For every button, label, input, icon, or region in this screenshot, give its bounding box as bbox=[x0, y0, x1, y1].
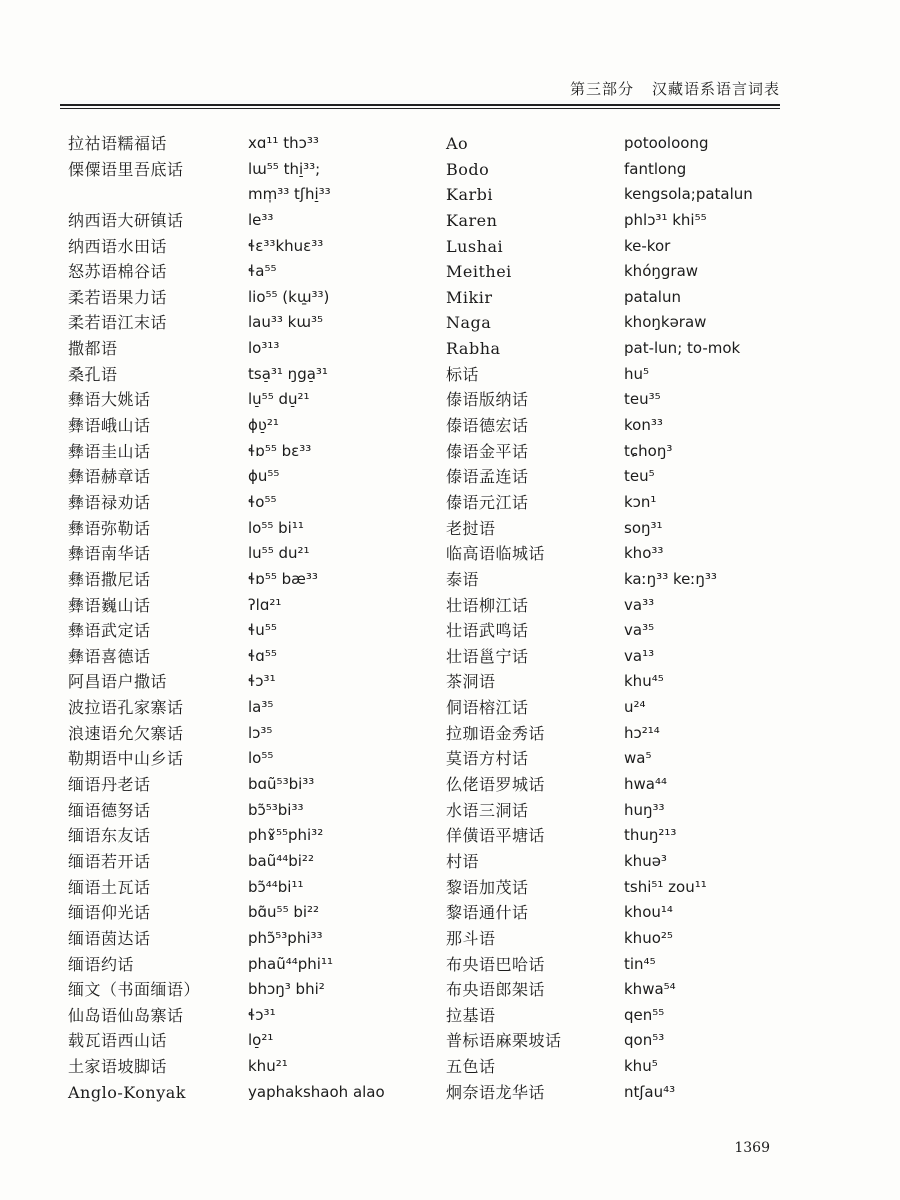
dialect-name: Lushai bbox=[446, 236, 504, 256]
dialect-name: 水语三洞话 bbox=[446, 800, 529, 820]
table-row bbox=[68, 234, 808, 260]
dialect-name: 那斗语 bbox=[446, 928, 496, 948]
transcription: ɬɔ³¹ bbox=[248, 1005, 276, 1024]
transcription: huŋ³³ bbox=[624, 800, 665, 819]
transcription: ɸu⁵⁵ bbox=[248, 467, 280, 486]
transcription: khu²¹ bbox=[248, 1057, 288, 1076]
dialect-name: 缅语土瓦话 bbox=[68, 877, 151, 897]
transcription: ɸʋ̠²¹ bbox=[248, 416, 279, 435]
transcription: lo⁵⁵ bi¹¹ bbox=[248, 518, 304, 537]
transcription: lu⁵⁵ du²¹ bbox=[248, 544, 310, 563]
transcription: la³⁵ bbox=[248, 698, 274, 717]
transcription: phlɔ³¹ khi⁵⁵ bbox=[624, 210, 707, 229]
table-row bbox=[68, 131, 808, 157]
dialect-name: Karen bbox=[446, 210, 498, 230]
dialect-name: 彝语武定话 bbox=[68, 621, 151, 641]
table-row bbox=[68, 849, 808, 875]
transcription: ɬo⁵⁵ bbox=[248, 492, 277, 511]
table-row bbox=[68, 669, 808, 695]
dialect-name: Ao bbox=[446, 134, 469, 153]
transcription: le³³ bbox=[248, 210, 274, 229]
table-row bbox=[68, 952, 808, 978]
dialect-name: 拉基语 bbox=[446, 1005, 496, 1025]
transcription: soŋ³¹ bbox=[624, 518, 663, 537]
dialect-name: 怒苏语棉谷话 bbox=[68, 262, 168, 282]
transcription: mm̩³³ tʃhi̠³³ bbox=[248, 185, 331, 204]
dialect-name: Anglo-Konyak bbox=[68, 1082, 186, 1102]
table-row bbox=[68, 1080, 808, 1106]
dialect-name: Karbi bbox=[446, 185, 493, 205]
dialect-name: 缅语仰光话 bbox=[68, 903, 151, 923]
dialect-name: 傣语孟连话 bbox=[446, 467, 529, 487]
table-row bbox=[68, 310, 808, 336]
dialect-name: 彝语撒尼话 bbox=[68, 569, 151, 589]
dialect-name: Meithei bbox=[446, 262, 512, 282]
dialect-name: 彝语弥勒话 bbox=[68, 518, 151, 538]
transcription: teu³⁵ bbox=[624, 390, 661, 409]
table-row bbox=[68, 721, 808, 747]
dialect-name: 拉祜语糯福话 bbox=[68, 134, 168, 153]
transcription: bɑũ⁵³bi³³ bbox=[248, 775, 315, 794]
table-row bbox=[68, 977, 808, 1003]
dialect-name: 侗语榕江话 bbox=[446, 698, 529, 718]
transcription: baũ⁴⁴bi²² bbox=[248, 851, 314, 870]
dialect-name: 彝语巍山话 bbox=[68, 595, 151, 615]
dialect-name: 村语 bbox=[446, 851, 480, 871]
transcription: wa⁵ bbox=[624, 749, 652, 768]
transcription: tin⁴⁵ bbox=[624, 954, 656, 973]
transcription: lo⁵⁵ bbox=[248, 749, 274, 768]
dialect-name: 布央语郎架话 bbox=[446, 980, 546, 1000]
transcription: tɕhoŋ³ bbox=[624, 441, 673, 460]
transcription: phɔ̃⁵³phi³³ bbox=[248, 928, 323, 947]
table-row bbox=[68, 823, 808, 849]
table-row bbox=[68, 1054, 808, 1080]
transcription: va¹³ bbox=[624, 646, 655, 665]
table-row bbox=[68, 772, 808, 798]
transcription: khu⁵ bbox=[624, 1057, 658, 1076]
dialect-name: 彝语大姚话 bbox=[68, 390, 151, 410]
transcription: lo³¹³ bbox=[248, 339, 280, 358]
dialect-name: 黎语通什话 bbox=[446, 903, 529, 923]
transcription: phɤ̃⁵⁵phi³² bbox=[248, 826, 324, 845]
table-row bbox=[68, 746, 808, 772]
dialect-name: 傣语金平话 bbox=[446, 441, 529, 461]
dialect-name: 缅语丹老话 bbox=[68, 775, 151, 795]
dialect-name: 纳西语大研镇话 bbox=[68, 210, 184, 230]
dialect-name: 佯僙语平塘话 bbox=[446, 826, 546, 846]
table-row bbox=[68, 567, 808, 593]
transcription: u²⁴ bbox=[624, 698, 646, 717]
dialect-name: 壮语武鸣话 bbox=[446, 621, 529, 641]
transcription: bɔ̃⁵³bi³³ bbox=[248, 800, 304, 819]
dialect-name: 波拉语孔家寨话 bbox=[68, 698, 184, 718]
table-row bbox=[68, 516, 808, 542]
transcription: bɑ̃u⁵⁵ bi²² bbox=[248, 903, 320, 922]
transcription: khuo²⁵ bbox=[624, 928, 673, 947]
dialect-name: 普标语麻栗坡话 bbox=[446, 1031, 562, 1051]
table-row bbox=[68, 875, 808, 901]
table-row bbox=[68, 593, 808, 619]
table-row bbox=[68, 439, 808, 465]
dialect-name: 布央语巴哈话 bbox=[446, 954, 546, 974]
table-row bbox=[68, 695, 808, 721]
transcription: kaːŋ³³ keːŋ³³ bbox=[624, 569, 717, 588]
table-row bbox=[68, 285, 808, 311]
transcription: ʔlɑ²¹ bbox=[248, 595, 282, 614]
transcription: patalun bbox=[624, 287, 681, 306]
dialect-name: 炯奈语龙华话 bbox=[446, 1082, 546, 1102]
dialect-name: 缅语东友话 bbox=[68, 826, 151, 846]
transcription: thuŋ²¹³ bbox=[624, 826, 677, 845]
transcription: tshi⁵¹ zou¹¹ bbox=[624, 877, 707, 896]
table-row bbox=[68, 490, 808, 516]
transcription: khwa⁵⁴ bbox=[624, 980, 676, 999]
dialect-name: 缅语茵达话 bbox=[68, 928, 151, 948]
table-row bbox=[68, 541, 808, 567]
transcription: kon³³ bbox=[624, 416, 663, 435]
transcription: ɬu⁵⁵ bbox=[248, 621, 277, 640]
dialect-name: Naga bbox=[446, 313, 492, 333]
table-row bbox=[68, 1003, 808, 1029]
table-row bbox=[68, 387, 808, 413]
transcription: potooloong bbox=[624, 134, 709, 152]
dialect-name: 撒都语 bbox=[68, 339, 118, 359]
dialect-name: 彝语赫章话 bbox=[68, 467, 151, 487]
transcription: khoŋkəraw bbox=[624, 313, 707, 332]
transcription: bɔ̃⁴⁴bi¹¹ bbox=[248, 877, 304, 896]
transcription: yaphakshaoh alao bbox=[248, 1082, 385, 1101]
dialect-name: 浪速语允欠寨话 bbox=[68, 723, 184, 743]
dialect-name: 傣语元江话 bbox=[446, 492, 529, 512]
dialect-name: 阿昌语户撒话 bbox=[68, 672, 168, 692]
dialect-name: 土家语坡脚话 bbox=[68, 1057, 168, 1077]
page-number: 1369 bbox=[734, 1140, 770, 1156]
dialect-name: 壮语柳江话 bbox=[446, 595, 529, 615]
dialect-name: 彝语峨山话 bbox=[68, 416, 151, 436]
transcription: tsa̠³¹ ŋga̠³¹ bbox=[248, 364, 328, 383]
transcription: kɔn¹ bbox=[624, 492, 657, 511]
transcription: hwa⁴⁴ bbox=[624, 775, 667, 794]
transcription: hɔ²¹⁴ bbox=[624, 723, 660, 742]
dialect-name: 仙岛语仙岛寨话 bbox=[68, 1005, 184, 1025]
table-row bbox=[68, 413, 808, 439]
transcription: kengsola;patalun bbox=[624, 185, 753, 204]
table-row bbox=[68, 208, 808, 234]
dialect-name: 勒期语中山乡话 bbox=[68, 749, 184, 769]
dialect-name: 拉珈语金秀话 bbox=[446, 723, 546, 743]
transcription: va³³ bbox=[624, 595, 655, 614]
table-row bbox=[68, 157, 808, 183]
transcription: fantlong bbox=[624, 159, 687, 178]
transcription: teu⁵ bbox=[624, 467, 655, 486]
dialect-name: 傣语德宏话 bbox=[446, 416, 529, 436]
dialect-name: 老挝语 bbox=[446, 518, 496, 538]
table-row bbox=[68, 336, 808, 362]
transcription: ɬa⁵⁵ bbox=[248, 262, 277, 281]
header-rule-thin bbox=[60, 108, 780, 109]
transcription: khóŋgraw bbox=[624, 262, 699, 281]
table-row bbox=[68, 900, 808, 926]
transcription: ɬɑ⁵⁵ bbox=[248, 646, 277, 665]
dialect-name: 壮语邕宁话 bbox=[446, 646, 529, 666]
table-row bbox=[68, 1028, 808, 1054]
transcription: qen⁵⁵ bbox=[624, 1005, 665, 1024]
dialect-name: Bodo bbox=[446, 159, 490, 179]
transcription: hu⁵ bbox=[624, 364, 650, 383]
table-row bbox=[68, 362, 808, 388]
transcription: ɬɒ⁵⁵ bɛ³³ bbox=[248, 441, 312, 460]
transcription: ntʃau⁴³ bbox=[624, 1082, 676, 1101]
dialect-name: 缅语德努话 bbox=[68, 800, 151, 820]
section-title: 汉藏语系语言词表 bbox=[651, 80, 780, 98]
transcription: lo̠²¹ bbox=[248, 1031, 274, 1050]
table-row bbox=[68, 798, 808, 824]
running-header bbox=[60, 78, 780, 99]
transcription: ke-kor bbox=[624, 236, 671, 255]
transcription: va³⁵ bbox=[624, 621, 655, 640]
dialect-name: 莫语方村话 bbox=[446, 749, 529, 769]
dialect-name: 五色话 bbox=[446, 1057, 496, 1077]
word-list bbox=[68, 131, 808, 1105]
transcription: bhɔŋ³ bhi² bbox=[248, 980, 325, 999]
transcription: kho³³ bbox=[624, 544, 664, 563]
transcription: lu̠⁵⁵ du̠²¹ bbox=[248, 390, 310, 409]
dialect-name: 缅文（书面缅语） bbox=[68, 980, 201, 1000]
transcription: ɬɛ³³khuɛ³³ bbox=[248, 236, 324, 255]
transcription: lɔ³⁵ bbox=[248, 723, 273, 742]
part-label: 第三部分 bbox=[569, 80, 634, 98]
transcription: lɯ⁵⁵ thi̠³³; bbox=[248, 159, 321, 178]
dialect-name: 泰语 bbox=[446, 569, 480, 589]
dialect-name: 彝语喜德话 bbox=[68, 646, 151, 666]
dialect-name: 柔若语果力话 bbox=[68, 287, 168, 307]
dialect-name: 载瓦语西山话 bbox=[68, 1031, 168, 1051]
dialect-name: 彝语禄劝话 bbox=[68, 492, 151, 512]
table-row bbox=[68, 618, 808, 644]
dialect-name: 缅语若开话 bbox=[68, 851, 151, 871]
dialect-name: 临高语临城话 bbox=[446, 544, 546, 564]
dialect-name: 桑孔语 bbox=[68, 364, 118, 384]
dialect-name: 傣语版纳话 bbox=[446, 390, 529, 410]
header-rule-thick bbox=[60, 104, 780, 106]
dialect-name: 柔若语江末话 bbox=[68, 313, 168, 333]
table-row bbox=[68, 926, 808, 952]
table-row bbox=[68, 182, 808, 208]
table-row bbox=[68, 644, 808, 670]
dialect-name: 纳西语水田话 bbox=[68, 236, 168, 256]
transcription: pat-lun; to-mok bbox=[624, 339, 741, 358]
dialect-name: 傈僳语里吾底话 bbox=[68, 159, 184, 179]
dialect-name: Rabha bbox=[446, 339, 501, 359]
transcription: ɬɔ³¹ bbox=[248, 672, 276, 691]
dialect-name: 黎语加茂话 bbox=[446, 877, 529, 897]
dialect-name: Mikir bbox=[446, 287, 493, 307]
transcription: xɑ¹¹ thɔ³³ bbox=[248, 134, 319, 152]
dialect-name: 标话 bbox=[446, 364, 480, 384]
dialect-name: 彝语圭山话 bbox=[68, 441, 151, 461]
transcription: khu⁴⁵ bbox=[624, 672, 664, 691]
transcription: khou¹⁴ bbox=[624, 903, 673, 922]
table-row bbox=[68, 259, 808, 285]
dialect-name: 茶洞语 bbox=[446, 672, 496, 692]
dialect-name: 仫佬语罗城话 bbox=[446, 775, 546, 795]
transcription: lau³³ kɯ³⁵ bbox=[248, 313, 323, 332]
transcription: lio⁵⁵ (kɯ̱³³) bbox=[248, 287, 330, 306]
dialect-name: 彝语南华话 bbox=[68, 544, 151, 564]
transcription: khuə³ bbox=[624, 851, 667, 870]
dialect-name: 缅语约话 bbox=[68, 954, 135, 974]
transcription: ɬɒ⁵⁵ bæ³³ bbox=[248, 569, 318, 588]
transcription: qon⁵³ bbox=[624, 1031, 665, 1050]
table-row bbox=[68, 464, 808, 490]
transcription: phaũ⁴⁴phi¹¹ bbox=[248, 954, 333, 973]
